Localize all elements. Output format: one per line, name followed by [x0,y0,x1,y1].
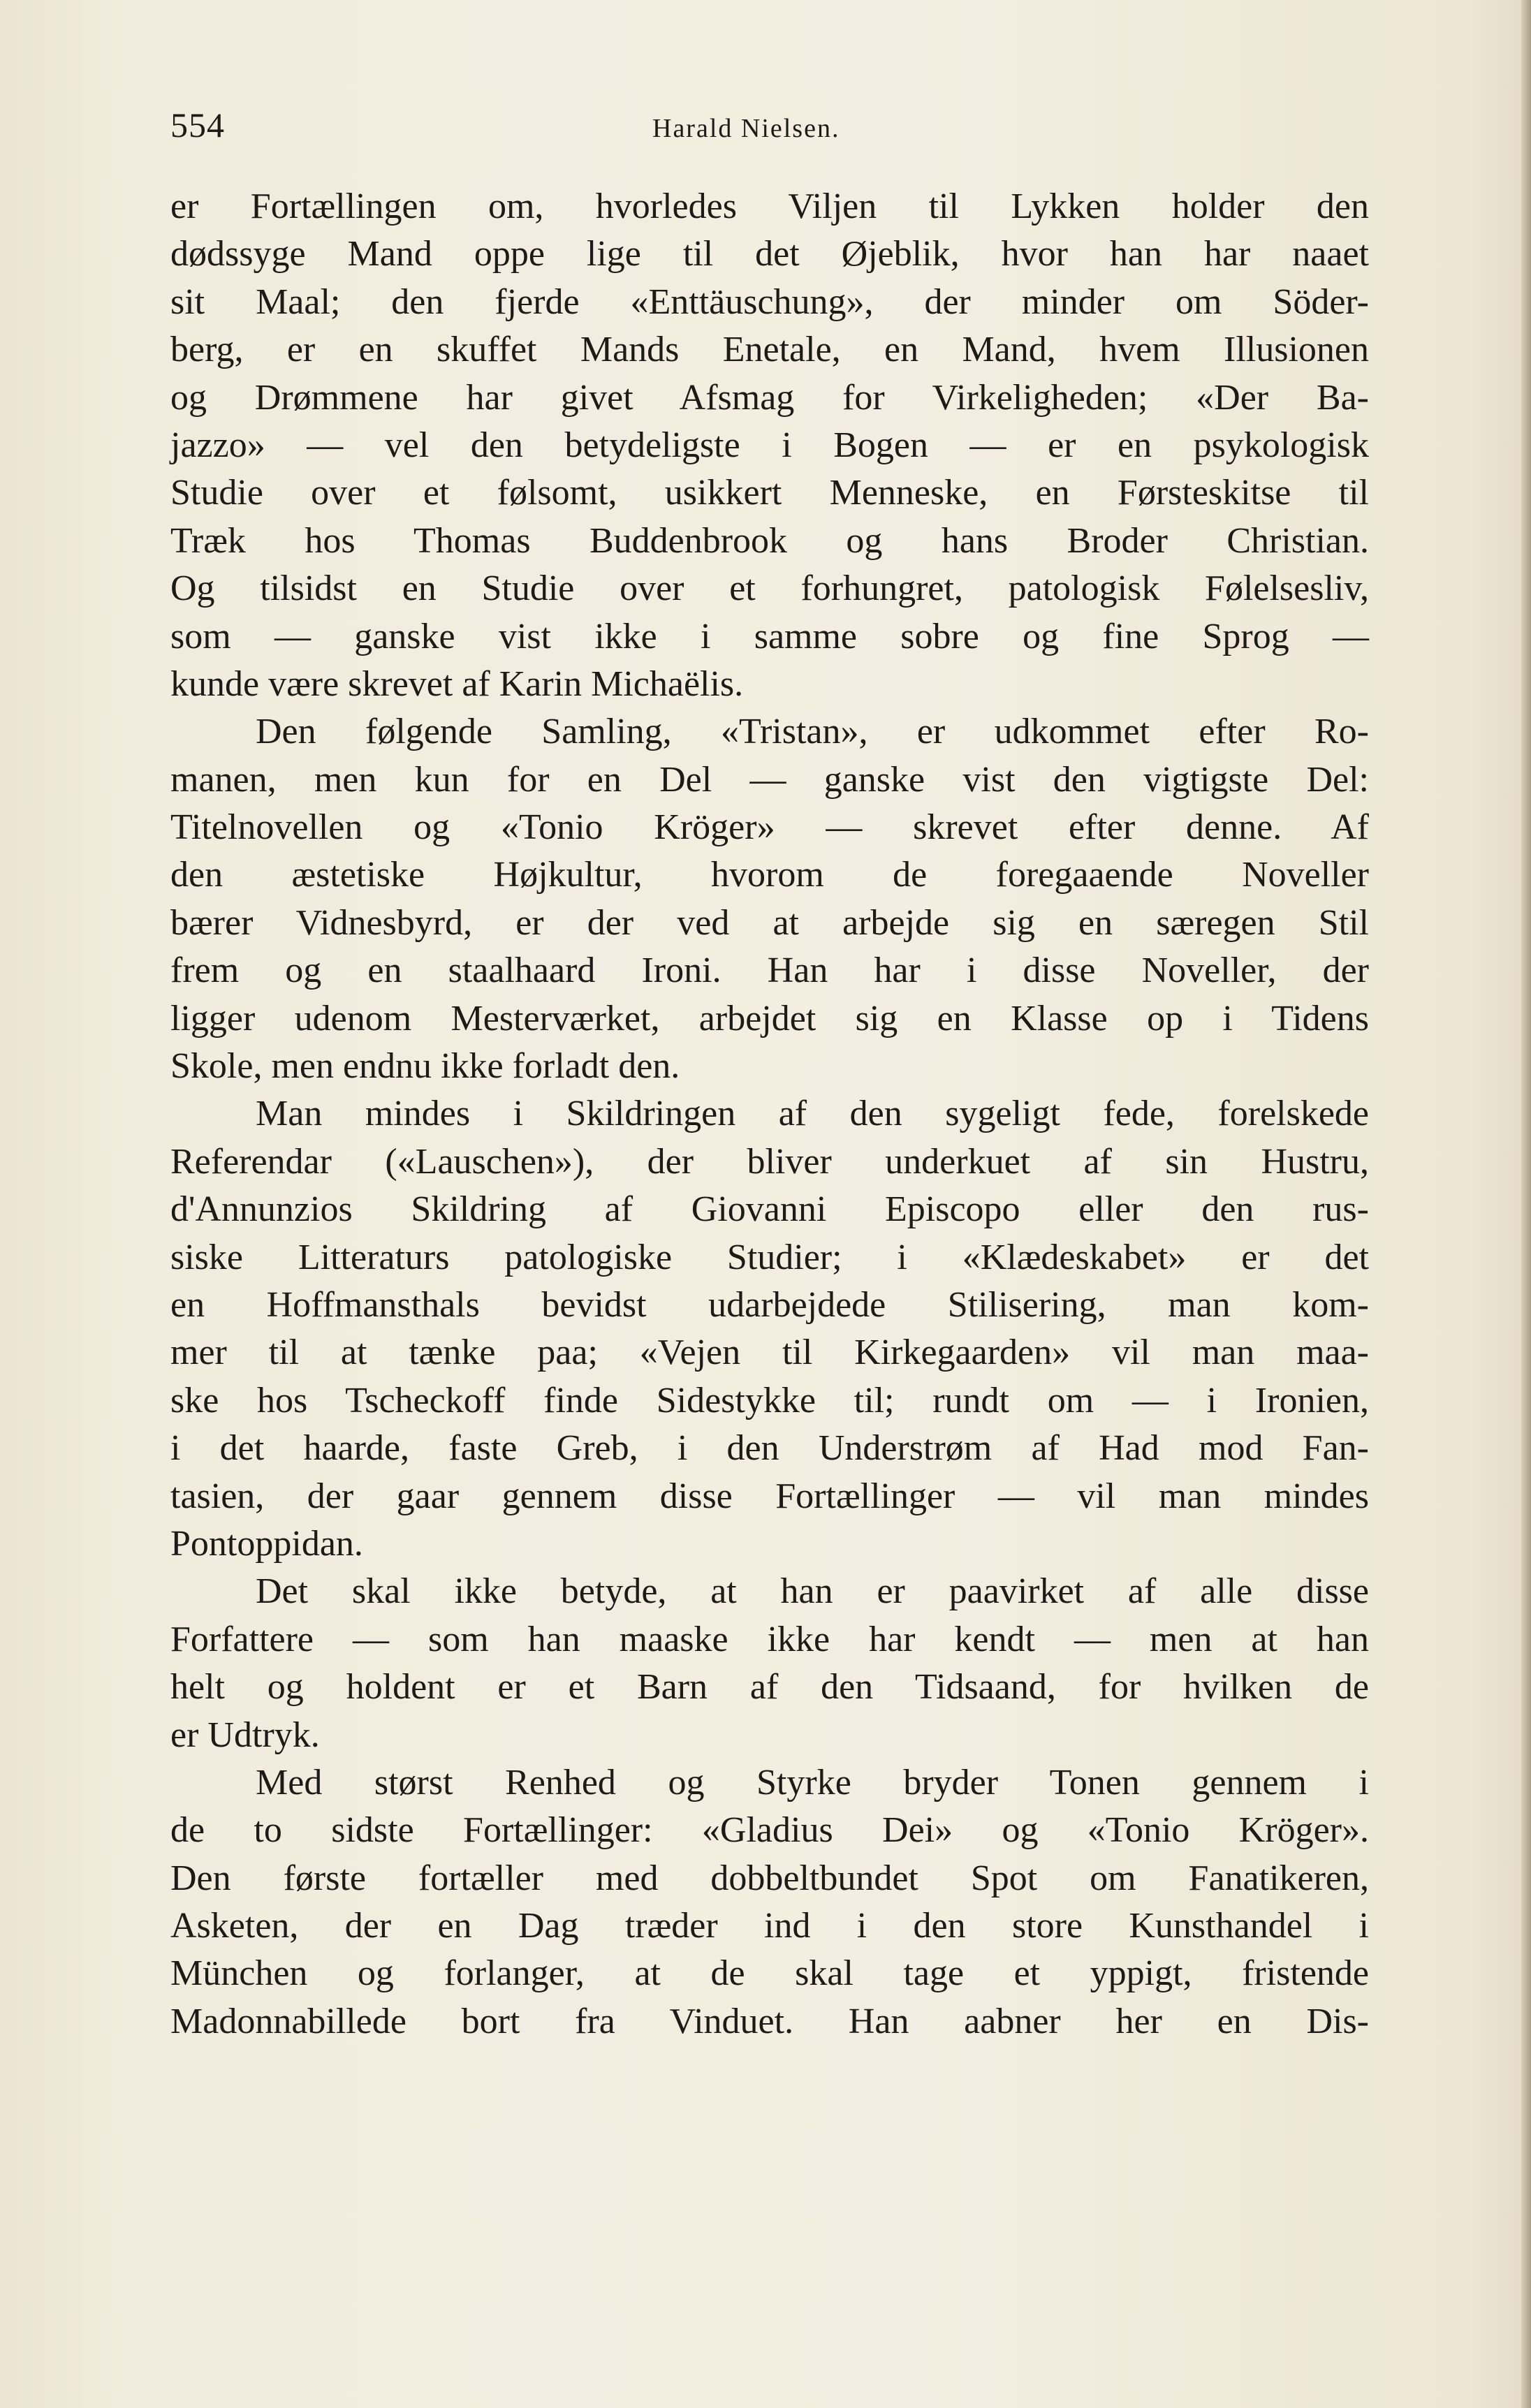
text-line: frem og en staalhaard Ironi. Han har i disse Noveller, der [170,950,1369,991]
text-line: München og forlanger, at de skal tage et yppigt, fristende [170,1953,1369,1994]
paragraph [170,1568,1369,1759]
text-line: dødssyge Mand oppe lige til det Øjeblik, hvor han har naaet [170,234,1369,274]
text-line: Den følgende Samling, «Tristan», er udkommet efter Ro- [256,712,1369,752]
text-line: en Hoffmansthals bevidst udarbejdede Stilisering, man kom- [170,1284,1369,1325]
text-line: og Drømmene har givet Afsmag for Virkeligheden; «Der Ba- [170,377,1369,418]
paragraph [170,183,1369,708]
text-line: er Udtryk. [170,1715,320,1755]
text-line: kunde være skrevet af Karin Michaëlis. [170,663,744,704]
text-line: ligger udenom Mesterværket, arbejdet sig en Klasse op i Tidens [170,998,1369,1038]
text-line: Madonnabillede bort fra Vinduet. Han aabner her en Dis- [170,2001,1369,2041]
text-line: er Fortællingen om, hvorledes Viljen til Lykken holder den [170,186,1369,226]
text-line: manen, men kun for en Del — ganske vist den vigtigste Del: [170,759,1369,800]
text-line: Referendar («Lauschen»), der bliver underkuet af sin Hustru, [170,1141,1369,1182]
text-line: sit Maal; den fjerde «Enttäuschung», der minder om Söder- [170,281,1369,322]
text-line: Den første fortæller med dobbeltbundet Spot om Fanatikeren, [170,1858,1369,1898]
page-header [170,105,1372,161]
text-line: Titelnovellen og «Tonio Kröger» — skrevet efter denne. Af [170,807,1369,848]
text-line: Asketen, der en Dag træder ind i den store Kunsthandel i [170,1906,1369,1946]
text-line: Forfattere — som han maaske ikke har kendt — men at han [170,1619,1369,1659]
paragraph [170,708,1369,1090]
text-line: de to sidste Fortællinger: «Gladius Dei» og «Tonio Kröger». [170,1810,1369,1851]
text-line: jazzo» — vel den betydeligste i Bogen — er en psykologisk [170,425,1369,465]
text-line: d'Annunzios Skildring af Giovanni Episcopo eller den rus- [170,1189,1369,1230]
text-line: Og tilsidst en Studie over et forhungret, patologisk Følelsesliv, [170,568,1369,609]
text-line: Det skal ikke betyde, at han er paavirket af alle disse [256,1571,1369,1612]
text-line: siske Litteraturs patologiske Studier; i «Klædeskabet» er det [170,1237,1369,1277]
text-line: bærer Vidnesbyrd, er der ved at arbejde sig en særegen Stil [170,902,1369,943]
paragraph [170,1759,1369,2046]
text-line: Træk hos Thomas Buddenbrook og hans Broder Christian. [170,520,1369,561]
paragraph [170,1090,1369,1568]
body-text [170,183,1369,2046]
text-line: Pontoppidan. [170,1523,363,1564]
text-line: Studie over et følsomt, usikkert Menneske, en Førsteskitse til [170,473,1369,513]
text-line: helt og holdent er et Barn af den Tidsaand, for hvilken de [170,1667,1369,1708]
page-number: 554 [170,105,225,145]
text-line: mer til at tænke paa; «Vejen til Kirkegaarden» vil man maa- [170,1333,1369,1373]
text-line: som — ganske vist ikke i samme sobre og fine Sprog — [170,616,1369,656]
text-line: Med størst Renhed og Styrke bryder Tonen gennem i [256,1762,1369,1803]
running-head: Harald Nielsen. [652,114,840,143]
text-line: tasien, der gaar gennem disse Fortællinger — vil man mindes [170,1476,1369,1516]
text-line: i det haarde, faste Greb, i den Understrøm af Had mod Fan- [170,1428,1369,1469]
text-line: Man mindes i Skildringen af den sygeligt fede, forelskede [256,1094,1369,1134]
text-line: Skole, men endnu ikke forladt den. [170,1046,680,1087]
text-line: den æstetiske Højkultur, hvorom de foregaaende Noveller [170,855,1369,895]
text-line: berg, er en skuffet Mands Enetale, en Mand, hvem Illusionen [170,330,1369,370]
page-edge [1521,0,1531,2408]
text-line: ske hos Tscheckoff finde Sidestykke til; rundt om — i Ironien, [170,1380,1369,1420]
